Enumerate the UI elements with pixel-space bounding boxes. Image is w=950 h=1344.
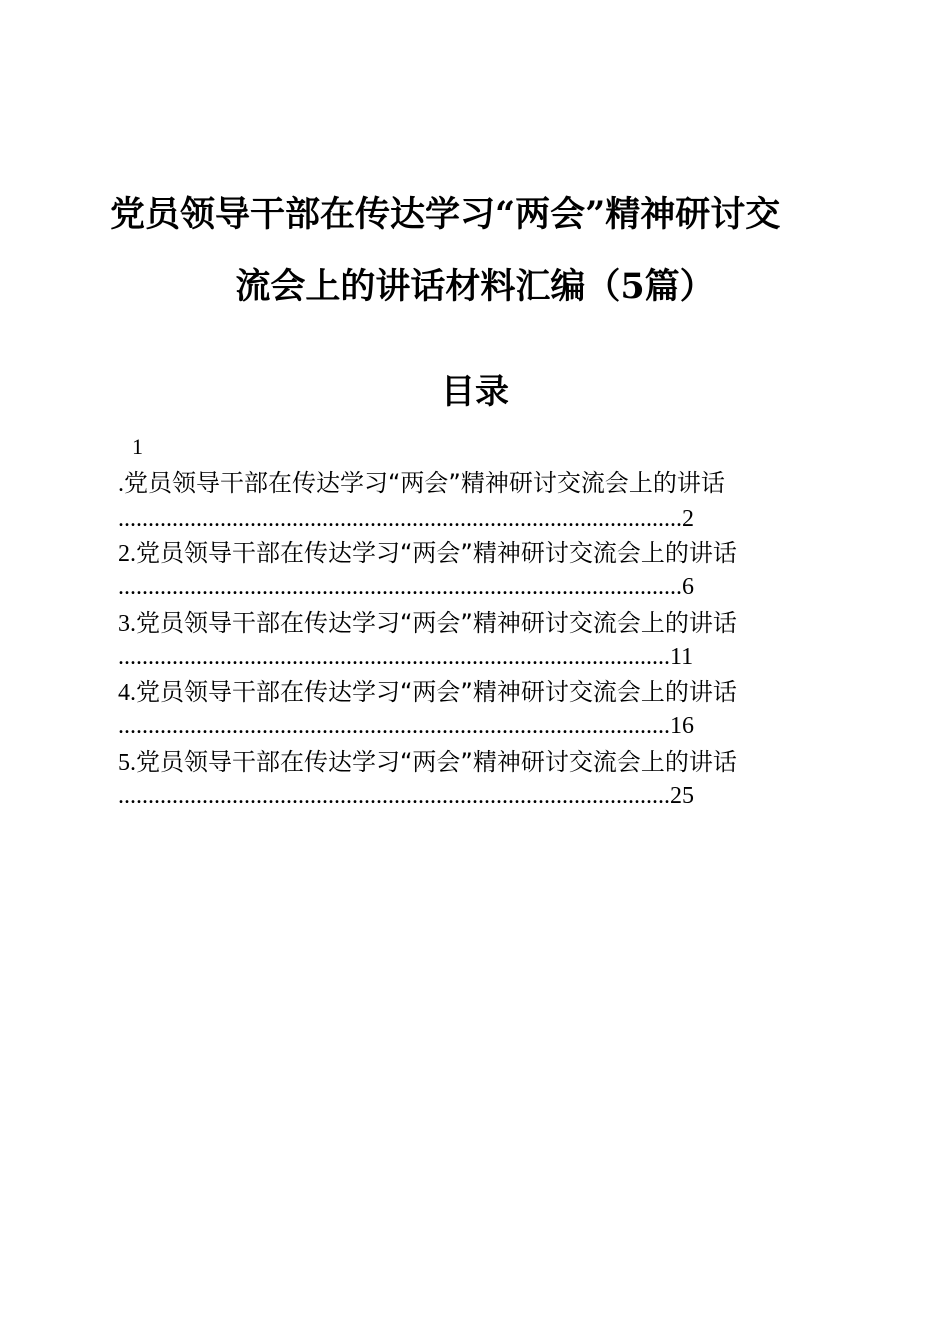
toc-entry-page: 11 <box>670 644 694 670</box>
toc-entry-page: 6 <box>682 574 694 600</box>
toc-entry-number: 4 <box>118 680 130 706</box>
toc-entry-separator: . <box>130 680 136 706</box>
toc-entry-number: 2 <box>118 541 130 567</box>
toc-entry-text: 党员领导干部在传达学习“两会”精神研讨交流会上的讲话 <box>136 678 737 706</box>
dot-leader: .............................................................................................. <box>118 574 682 600</box>
toc-heading: 目录 <box>441 372 509 412</box>
dot-leader: ............................................................................................ <box>118 713 670 739</box>
document-title-line-2: 流会上的讲话材料汇编（5篇） <box>235 266 715 307</box>
toc-entry-page: 16 <box>670 713 694 739</box>
toc-entry-leader <box>118 504 694 534</box>
toc-entry-number: 5 <box>118 750 130 776</box>
toc-entry-separator: . <box>118 471 124 497</box>
toc-entry-text: 党员领导干部在传达学习“两会”精神研讨交流会上的讲话 <box>136 609 737 637</box>
toc-entry-number: 3 <box>118 611 130 637</box>
toc-entry-leader <box>118 642 693 672</box>
toc-entry-text: 党员领导干部在传达学习“两会”精神研讨交流会上的讲话 <box>136 539 737 567</box>
toc-entry-leader <box>118 781 694 811</box>
toc-entry-number: 1 <box>132 434 143 459</box>
toc-entry-title <box>118 675 737 710</box>
toc-entry-page: 25 <box>670 783 694 809</box>
toc-entry-separator: . <box>130 750 136 776</box>
toc-entry-text: 党员领导干部在传达学习“两会”精神研讨交流会上的讲话 <box>136 748 737 776</box>
toc-entry-leader <box>118 711 694 741</box>
toc-entry-text: 党员领导干部在传达学习“两会”精神研讨交流会上的讲话 <box>124 469 725 497</box>
toc-entry-title <box>118 466 725 501</box>
toc-entry-separator: . <box>130 541 136 567</box>
toc-entry-title <box>118 606 737 641</box>
toc-entry-leader <box>118 572 694 602</box>
document-title-line-1: 党员领导干部在传达学习“两会”精神研讨交 <box>110 194 781 235</box>
toc-entry-separator: . <box>130 611 136 637</box>
toc-entry-page: 2 <box>682 506 694 532</box>
toc-entry-title <box>118 536 737 571</box>
toc-entry-title <box>118 745 737 780</box>
dot-leader: ............................................................................................ <box>118 644 670 670</box>
dot-leader: ............................................................................................ <box>118 783 670 809</box>
dot-leader: .............................................................................................. <box>118 506 682 532</box>
